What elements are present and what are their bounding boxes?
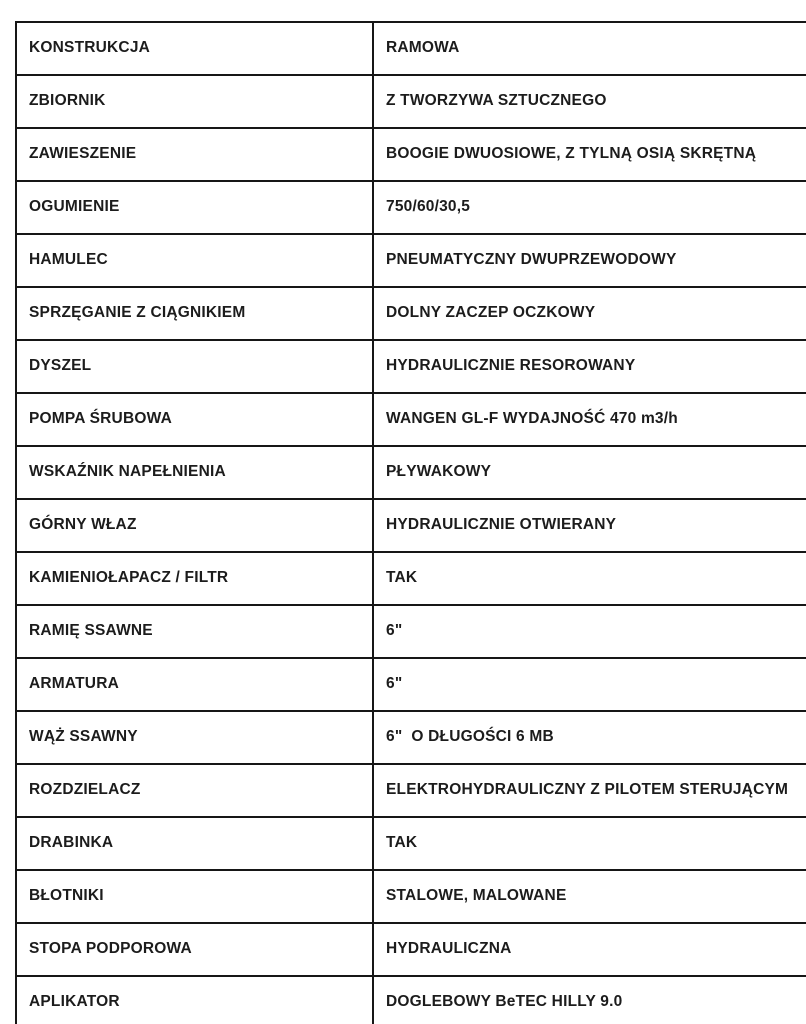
- spec-label: SPRZĘGANIE Z CIĄGNIKIEM: [29, 304, 246, 322]
- spec-value: WANGEN GL-F WYDAJNOŚĆ 470 m3/h: [386, 410, 678, 428]
- table-row: [16, 446, 806, 499]
- spec-value-cell: [373, 923, 806, 976]
- spec-table-body: [16, 22, 806, 1024]
- table-row: [16, 764, 806, 817]
- table-row: [16, 870, 806, 923]
- spec-value: DOLNY ZACZEP OCZKOWY: [386, 304, 596, 322]
- spec-label: HAMULEC: [29, 251, 108, 269]
- spec-label-cell: [16, 605, 373, 658]
- spec-label: KONSTRUKCJA: [29, 39, 151, 57]
- spec-label: STOPA PODPOROWA: [29, 940, 192, 958]
- spec-label: WSKAŹNIK NAPEŁNIENIA: [29, 463, 226, 481]
- spec-value: 6": [386, 622, 403, 640]
- spec-value: PŁYWAKOWY: [386, 463, 492, 481]
- spec-label-cell: [16, 499, 373, 552]
- table-row: [16, 22, 806, 75]
- spec-label-cell: [16, 234, 373, 287]
- spec-label-cell: [16, 817, 373, 870]
- spec-label: RAMIĘ SSAWNE: [29, 622, 153, 640]
- table-row: [16, 605, 806, 658]
- spec-label-cell: [16, 75, 373, 128]
- table-row: [16, 658, 806, 711]
- spec-value-cell: [373, 870, 806, 923]
- spec-value: HYDRAULICZNA: [386, 940, 512, 958]
- spec-label: POMPA ŚRUBOWA: [29, 410, 172, 428]
- spec-label-cell: [16, 393, 373, 446]
- spec-value: TAK: [386, 834, 418, 852]
- spec-value-cell: [373, 552, 806, 605]
- spec-table: [15, 21, 806, 1024]
- table-row: [16, 976, 806, 1024]
- spec-value-cell: [373, 446, 806, 499]
- spec-label: OGUMIENIE: [29, 198, 120, 216]
- spec-label: GÓRNY WŁAZ: [29, 516, 137, 534]
- spec-label-cell: [16, 552, 373, 605]
- spec-label: BŁOTNIKI: [29, 887, 104, 905]
- table-row: [16, 234, 806, 287]
- spec-label: ZBIORNIK: [29, 92, 106, 110]
- spec-value: 750/60/30,5: [386, 198, 471, 216]
- spec-label-cell: [16, 340, 373, 393]
- table-row: [16, 711, 806, 764]
- spec-value: RAMOWA: [386, 39, 460, 57]
- spec-label: WĄŻ SSAWNY: [29, 728, 138, 746]
- spec-value-cell: [373, 658, 806, 711]
- spec-value: TAK: [386, 569, 418, 587]
- spec-label-cell: [16, 181, 373, 234]
- spec-value: Z TWORZYWA SZTUCZNEGO: [386, 92, 607, 110]
- spec-value-cell: [373, 287, 806, 340]
- spec-label-cell: [16, 446, 373, 499]
- spec-value-cell: [373, 817, 806, 870]
- table-row: [16, 393, 806, 446]
- table-row: [16, 340, 806, 393]
- spec-label-cell: [16, 287, 373, 340]
- spec-value-cell: [373, 499, 806, 552]
- spec-label-cell: [16, 923, 373, 976]
- spec-value-cell: [373, 22, 806, 75]
- table-row: [16, 128, 806, 181]
- spec-label-cell: [16, 764, 373, 817]
- spec-value: BOOGIE DWUOSIOWE, Z TYLNĄ OSIĄ SKRĘTNĄ: [386, 145, 757, 163]
- spec-value-cell: [373, 393, 806, 446]
- table-row: [16, 923, 806, 976]
- spec-value-cell: [373, 128, 806, 181]
- spec-label: APLIKATOR: [29, 993, 120, 1011]
- spec-label: ROZDZIELACZ: [29, 781, 141, 799]
- spec-value-cell: [373, 75, 806, 128]
- spec-value-cell: [373, 605, 806, 658]
- spec-value-cell: [373, 181, 806, 234]
- spec-value: PNEUMATYCZNY DWUPRZEWODOWY: [386, 251, 677, 269]
- spec-value: STALOWE, MALOWANE: [386, 887, 567, 905]
- spec-label: ZAWIESZENIE: [29, 145, 137, 163]
- spec-value: 6" O DŁUGOŚCI 6 MB: [386, 728, 554, 746]
- spec-value: ELEKTROHYDRAULICZNY Z PILOTEM STERUJĄCYM: [386, 781, 789, 799]
- spec-value-cell: [373, 234, 806, 287]
- spec-value: 6": [386, 675, 403, 693]
- spec-label: ARMATURA: [29, 675, 119, 693]
- spec-value: DOGLEBOWY BeTEC HILLY 9.0: [386, 993, 623, 1011]
- table-row: [16, 75, 806, 128]
- spec-value-cell: [373, 340, 806, 393]
- spec-label: KAMIENIOŁAPACZ / FILTR: [29, 569, 229, 587]
- spec-value: HYDRAULICZNIE OTWIERANY: [386, 516, 617, 534]
- spec-label: DYSZEL: [29, 357, 92, 375]
- spec-label: DRABINKA: [29, 834, 114, 852]
- spec-value: HYDRAULICZNIE RESOROWANY: [386, 357, 636, 375]
- table-row: [16, 287, 806, 340]
- table-row: [16, 181, 806, 234]
- spec-label-cell: [16, 128, 373, 181]
- spec-value-cell: [373, 764, 806, 817]
- spec-label-cell: [16, 976, 373, 1024]
- spec-label-cell: [16, 870, 373, 923]
- table-row: [16, 552, 806, 605]
- spec-value-cell: [373, 711, 806, 764]
- spec-label-cell: [16, 658, 373, 711]
- spec-label-cell: [16, 711, 373, 764]
- table-row: [16, 499, 806, 552]
- spec-value-cell: [373, 976, 806, 1024]
- table-row: [16, 817, 806, 870]
- spec-label-cell: [16, 22, 373, 75]
